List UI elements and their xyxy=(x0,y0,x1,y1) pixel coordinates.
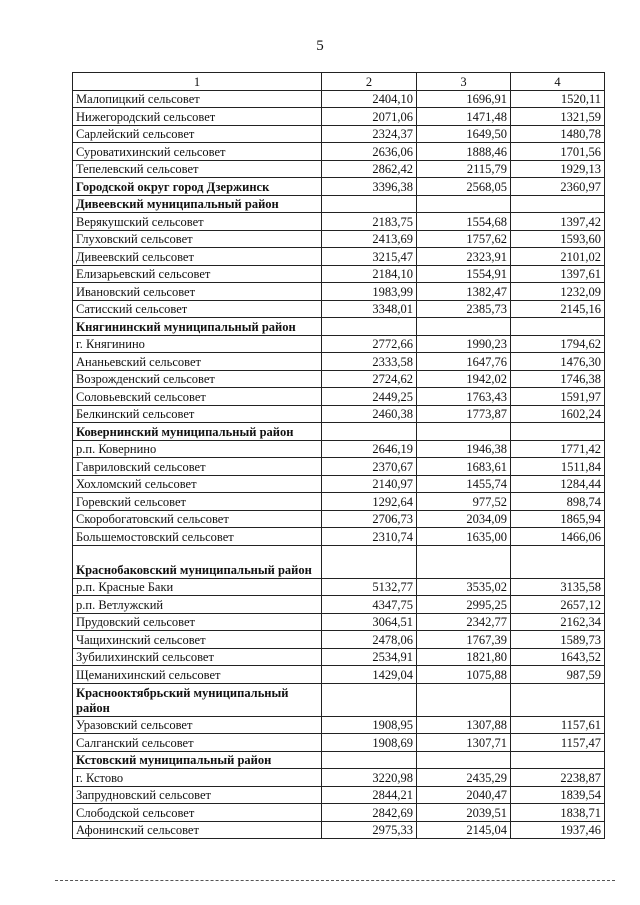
value-cell-col3: 1757,62 xyxy=(417,230,511,248)
value-cell-col2: 2449,25 xyxy=(322,388,417,406)
table-row xyxy=(73,631,605,649)
value-cell-col4: 2162,34 xyxy=(511,613,605,631)
name-cell: Ковернинский муниципальный район xyxy=(73,423,322,441)
value-cell-col2: 2333,58 xyxy=(322,353,417,371)
value-cell-col3: 2385,73 xyxy=(417,300,511,318)
value-cell-col3 xyxy=(417,423,511,441)
name-cell: Уразовский сельсовет xyxy=(73,716,322,734)
value-cell-col4: 1511,84 xyxy=(511,458,605,476)
value-cell-col3: 1554,68 xyxy=(417,213,511,231)
value-cell-col4: 1937,46 xyxy=(511,821,605,839)
name-cell: Скоробогатовский сельсовет xyxy=(73,510,322,528)
value-cell-col3: 2435,29 xyxy=(417,769,511,787)
column-header-4: 4 xyxy=(511,73,605,91)
table-row xyxy=(73,786,605,804)
section-row xyxy=(73,195,605,213)
value-cell-col3: 1946,38 xyxy=(417,440,511,458)
section-row xyxy=(73,318,605,336)
name-cell: Глуховский сельсовет xyxy=(73,230,322,248)
value-cell-col4 xyxy=(511,545,605,578)
table-row xyxy=(73,821,605,839)
name-cell: Салганский сельсовет xyxy=(73,734,322,752)
value-cell-col4: 987,59 xyxy=(511,666,605,684)
column-header-3: 3 xyxy=(417,73,511,91)
table-row xyxy=(73,388,605,406)
table-row xyxy=(73,160,605,178)
table-row xyxy=(73,596,605,614)
value-cell-col2: 2706,73 xyxy=(322,510,417,528)
value-cell-col4: 1480,78 xyxy=(511,125,605,143)
value-cell-col2: 2404,10 xyxy=(322,90,417,108)
value-cell-col2: 2370,67 xyxy=(322,458,417,476)
value-cell-col3: 1763,43 xyxy=(417,388,511,406)
value-cell-col3: 1649,50 xyxy=(417,125,511,143)
name-cell: Краснооктябрьский муниципальный район xyxy=(73,683,322,716)
value-cell-col2: 2772,66 xyxy=(322,335,417,353)
table-row xyxy=(73,804,605,822)
name-cell: Большемостовский сельсовет xyxy=(73,528,322,546)
value-cell-col3 xyxy=(417,545,511,578)
value-cell-col4: 1746,38 xyxy=(511,370,605,388)
value-cell-col2: 3215,47 xyxy=(322,248,417,266)
value-cell-col4: 1589,73 xyxy=(511,631,605,649)
value-cell-col4 xyxy=(511,195,605,213)
table-row xyxy=(73,578,605,596)
table-body xyxy=(73,73,605,839)
value-cell-col2: 2184,10 xyxy=(322,265,417,283)
table-row xyxy=(73,493,605,511)
value-cell-col2 xyxy=(322,545,417,578)
table-row xyxy=(73,300,605,318)
value-cell-col2: 3396,38 xyxy=(322,178,417,196)
value-cell-col3: 2995,25 xyxy=(417,596,511,614)
value-cell-col4: 1466,06 xyxy=(511,528,605,546)
table-row xyxy=(73,716,605,734)
value-cell-col2: 2646,19 xyxy=(322,440,417,458)
value-cell-col4: 1643,52 xyxy=(511,648,605,666)
value-cell-col4: 2145,16 xyxy=(511,300,605,318)
value-cell-col3: 1647,76 xyxy=(417,353,511,371)
table-row xyxy=(73,353,605,371)
value-cell-col3 xyxy=(417,318,511,336)
table-row xyxy=(73,613,605,631)
value-cell-col2: 2183,75 xyxy=(322,213,417,231)
value-cell-col2 xyxy=(322,683,417,716)
name-cell: Дивеевский муниципальный район xyxy=(73,195,322,213)
name-cell: Возрожденский сельсовет xyxy=(73,370,322,388)
section-row xyxy=(73,423,605,441)
table-row xyxy=(73,108,605,126)
value-cell-col3: 1683,61 xyxy=(417,458,511,476)
value-cell-col2: 1292,64 xyxy=(322,493,417,511)
value-cell-col4: 2101,02 xyxy=(511,248,605,266)
name-cell: Ананьевский сельсовет xyxy=(73,353,322,371)
name-cell: р.п. Ветлужский xyxy=(73,596,322,614)
value-cell-col2: 2534,91 xyxy=(322,648,417,666)
value-cell-col4: 1157,61 xyxy=(511,716,605,734)
value-cell-col2 xyxy=(322,195,417,213)
value-cell-col2: 2310,74 xyxy=(322,528,417,546)
value-cell-col4: 2360,97 xyxy=(511,178,605,196)
value-cell-col4: 1602,24 xyxy=(511,405,605,423)
name-cell: Кстовский муниципальный район xyxy=(73,751,322,769)
value-cell-col2 xyxy=(322,423,417,441)
value-cell-col4 xyxy=(511,683,605,716)
value-cell-col4: 2657,12 xyxy=(511,596,605,614)
name-cell: Краснобаковский муниципальный район xyxy=(73,545,322,578)
name-cell: Ивановский сельсовет xyxy=(73,283,322,301)
value-cell-col2: 2324,37 xyxy=(322,125,417,143)
name-cell: Сарлейский сельсовет xyxy=(73,125,322,143)
value-cell-col4: 1838,71 xyxy=(511,804,605,822)
table-row xyxy=(73,440,605,458)
value-cell-col4: 1593,60 xyxy=(511,230,605,248)
name-cell: Нижегородский сельсовет xyxy=(73,108,322,126)
name-cell: Соловьевский сельсовет xyxy=(73,388,322,406)
value-cell-col3: 2039,51 xyxy=(417,804,511,822)
table-row xyxy=(73,370,605,388)
name-cell: Прудовский сельсовет xyxy=(73,613,322,631)
name-cell: р.п. Ковернино xyxy=(73,440,322,458)
name-cell: Суроватихинский сельсовет xyxy=(73,143,322,161)
name-cell: Чащихинский сельсовет xyxy=(73,631,322,649)
table-row xyxy=(73,769,605,787)
value-cell-col2 xyxy=(322,751,417,769)
value-cell-col3 xyxy=(417,195,511,213)
value-cell-col3: 1635,00 xyxy=(417,528,511,546)
table-row xyxy=(73,213,605,231)
name-cell: Малопицкий сельсовет xyxy=(73,90,322,108)
value-cell-col3: 1382,47 xyxy=(417,283,511,301)
value-cell-col3: 2568,05 xyxy=(417,178,511,196)
table-row xyxy=(73,125,605,143)
value-cell-col2: 2636,06 xyxy=(322,143,417,161)
footer-rule xyxy=(55,880,615,881)
table-row xyxy=(73,528,605,546)
table-row xyxy=(73,265,605,283)
value-cell-col3: 1888,46 xyxy=(417,143,511,161)
value-cell-col3: 1696,91 xyxy=(417,90,511,108)
value-cell-col4: 1476,30 xyxy=(511,353,605,371)
value-cell-col3: 1075,88 xyxy=(417,666,511,684)
value-cell-col2: 2460,38 xyxy=(322,405,417,423)
value-cell-col3: 2034,09 xyxy=(417,510,511,528)
name-cell: Елизарьевский сельсовет xyxy=(73,265,322,283)
name-cell: Слободской сельсовет xyxy=(73,804,322,822)
value-cell-col2: 4347,75 xyxy=(322,596,417,614)
value-cell-col3 xyxy=(417,683,511,716)
value-cell-col3 xyxy=(417,751,511,769)
value-cell-col2: 1908,95 xyxy=(322,716,417,734)
value-cell-col2: 2413,69 xyxy=(322,230,417,248)
name-cell: Афонинский сельсовет xyxy=(73,821,322,839)
value-cell-col3: 1821,80 xyxy=(417,648,511,666)
value-cell-col4: 1771,42 xyxy=(511,440,605,458)
table-row xyxy=(73,230,605,248)
value-cell-col3: 2342,77 xyxy=(417,613,511,631)
value-cell-col3: 977,52 xyxy=(417,493,511,511)
value-cell-col3: 1990,23 xyxy=(417,335,511,353)
name-cell: р.п. Красные Баки xyxy=(73,578,322,596)
value-cell-col2: 1983,99 xyxy=(322,283,417,301)
name-cell: Белкинский сельсовет xyxy=(73,405,322,423)
name-cell: Хохломский сельсовет xyxy=(73,475,322,493)
value-cell-col3: 2040,47 xyxy=(417,786,511,804)
name-cell: Дивеевский сельсовет xyxy=(73,248,322,266)
value-cell-col3: 3535,02 xyxy=(417,578,511,596)
data-table xyxy=(72,72,605,839)
name-cell: Городской округ город Дзержинск xyxy=(73,178,322,196)
name-cell: г. Кстово xyxy=(73,769,322,787)
table-row xyxy=(73,734,605,752)
name-cell: Щеманихинский сельсовет xyxy=(73,666,322,684)
name-cell: Гавриловский сельсовет xyxy=(73,458,322,476)
value-cell-col2: 2842,69 xyxy=(322,804,417,822)
table-row xyxy=(73,648,605,666)
section-row xyxy=(73,545,605,578)
value-cell-col2: 1908,69 xyxy=(322,734,417,752)
section-row xyxy=(73,683,605,716)
value-cell-col2: 2071,06 xyxy=(322,108,417,126)
name-cell: Тепелевский сельсовет xyxy=(73,160,322,178)
value-cell-col3: 2145,04 xyxy=(417,821,511,839)
table-row xyxy=(73,458,605,476)
value-cell-col4: 1232,09 xyxy=(511,283,605,301)
name-cell: г. Княгинино xyxy=(73,335,322,353)
value-cell-col3: 2323,91 xyxy=(417,248,511,266)
name-cell: Княгининский муниципальный район xyxy=(73,318,322,336)
table-row xyxy=(73,283,605,301)
value-cell-col4: 1157,47 xyxy=(511,734,605,752)
table-row xyxy=(73,335,605,353)
value-cell-col2: 2478,06 xyxy=(322,631,417,649)
table-row xyxy=(73,510,605,528)
value-cell-col3: 1455,74 xyxy=(417,475,511,493)
value-cell-col4: 1929,13 xyxy=(511,160,605,178)
table-row xyxy=(73,143,605,161)
value-cell-col3: 2115,79 xyxy=(417,160,511,178)
value-cell-col2: 2975,33 xyxy=(322,821,417,839)
value-cell-col4: 1284,44 xyxy=(511,475,605,493)
value-cell-col4 xyxy=(511,318,605,336)
value-cell-col4: 1839,54 xyxy=(511,786,605,804)
value-cell-col4: 1397,42 xyxy=(511,213,605,231)
column-header-2: 2 xyxy=(322,73,417,91)
name-cell: Зубилихинский сельсовет xyxy=(73,648,322,666)
value-cell-col4 xyxy=(511,423,605,441)
value-cell-col2: 2862,42 xyxy=(322,160,417,178)
name-cell: Верякушский сельсовет xyxy=(73,213,322,231)
value-cell-col4: 1397,61 xyxy=(511,265,605,283)
value-cell-col3: 1307,71 xyxy=(417,734,511,752)
value-cell-col4: 1321,59 xyxy=(511,108,605,126)
value-cell-col2: 2724,62 xyxy=(322,370,417,388)
value-cell-col3: 1554,91 xyxy=(417,265,511,283)
value-cell-col4: 3135,58 xyxy=(511,578,605,596)
table-row xyxy=(73,405,605,423)
value-cell-col4: 1865,94 xyxy=(511,510,605,528)
table-row xyxy=(73,248,605,266)
column-header-1: 1 xyxy=(73,73,322,91)
value-cell-col4: 898,74 xyxy=(511,493,605,511)
section-row xyxy=(73,751,605,769)
value-cell-col4: 1520,11 xyxy=(511,90,605,108)
value-cell-col3: 1307,88 xyxy=(417,716,511,734)
value-cell-col3: 1942,02 xyxy=(417,370,511,388)
value-cell-col3: 1767,39 xyxy=(417,631,511,649)
name-cell: Горевский сельсовет xyxy=(73,493,322,511)
value-cell-col4: 2238,87 xyxy=(511,769,605,787)
value-cell-col2: 5132,77 xyxy=(322,578,417,596)
value-cell-col4: 1591,97 xyxy=(511,388,605,406)
value-cell-col4: 1794,62 xyxy=(511,335,605,353)
table-row xyxy=(73,666,605,684)
value-cell-col2: 3064,51 xyxy=(322,613,417,631)
value-cell-col4: 1701,56 xyxy=(511,143,605,161)
page-number: 5 xyxy=(316,38,324,54)
value-cell-col4 xyxy=(511,751,605,769)
name-cell: Запрудновский сельсовет xyxy=(73,786,322,804)
value-cell-col2: 2844,21 xyxy=(322,786,417,804)
value-cell-col2: 3220,98 xyxy=(322,769,417,787)
value-cell-col2 xyxy=(322,318,417,336)
table-row xyxy=(73,90,605,108)
value-cell-col3: 1471,48 xyxy=(417,108,511,126)
value-cell-col2: 3348,01 xyxy=(322,300,417,318)
table-header-row xyxy=(73,73,605,91)
section-row xyxy=(73,178,605,196)
value-cell-col3: 1773,87 xyxy=(417,405,511,423)
name-cell: Сатисский сельсовет xyxy=(73,300,322,318)
value-cell-col2: 2140,97 xyxy=(322,475,417,493)
value-cell-col2: 1429,04 xyxy=(322,666,417,684)
table-row xyxy=(73,475,605,493)
